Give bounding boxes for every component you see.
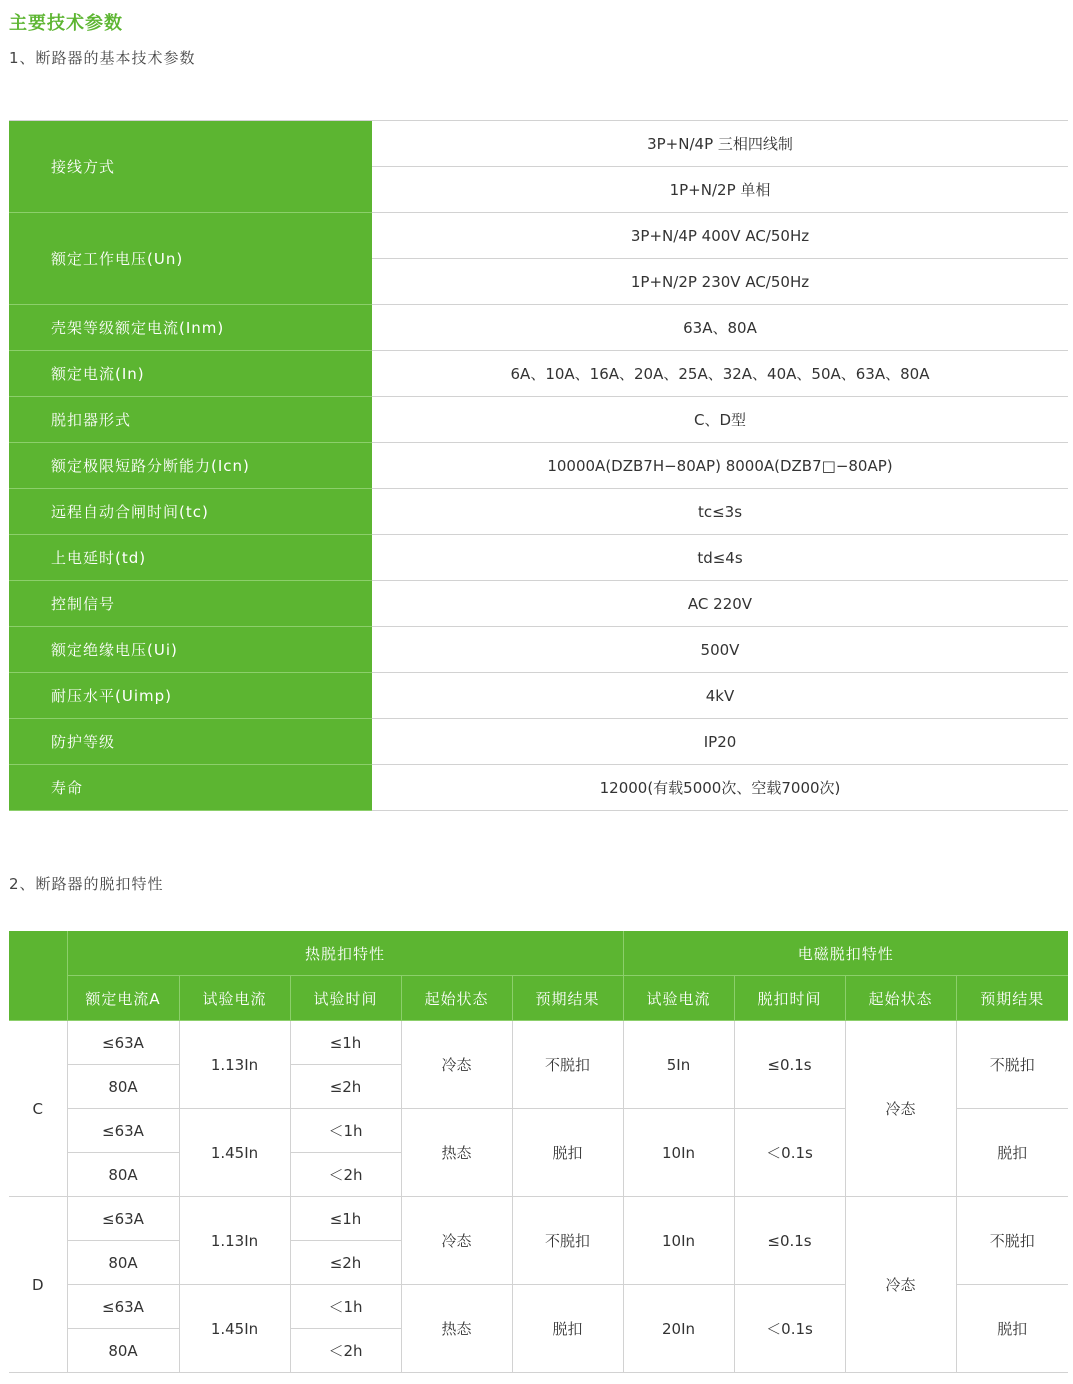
header-row [9, 931, 1068, 976]
rated-current-cell: 80A [67, 1329, 179, 1373]
magnetic-initial-state-cell: 冷态 [845, 1021, 956, 1197]
table-row [9, 443, 1068, 489]
param-value: 1P+N/2P 230V AC/50Hz [372, 259, 1068, 305]
magnetic-trip-time-cell: ≤0.1s [734, 1021, 845, 1109]
header-row [9, 976, 1068, 1021]
table-row [9, 719, 1068, 765]
table-row [9, 535, 1068, 581]
param-label: 壳架等级额定电流(Inm) [9, 305, 372, 351]
magnetic-trip-time-cell: ＜0.1s [734, 1109, 845, 1197]
magnetic-test-current-cell: 20In [623, 1285, 734, 1373]
type-header-cell [9, 931, 67, 1021]
initial-state-cell: 冷态 [401, 1021, 512, 1109]
table-row [9, 397, 1068, 443]
header-magnetic-trip-time: 脱扣时间 [734, 976, 845, 1021]
test-current-cell: 1.13In [179, 1021, 290, 1109]
initial-state-cell: 热态 [401, 1285, 512, 1373]
magnetic-group-header: 电磁脱扣特性 [623, 931, 1068, 976]
table-row [9, 1021, 1068, 1065]
table-row [9, 489, 1068, 535]
param-label: 脱扣器形式 [9, 397, 372, 443]
trip-characteristics-table [9, 931, 1068, 1373]
magnetic-initial-state-cell: 冷态 [845, 1197, 956, 1373]
test-time-cell: ≤1h [290, 1197, 401, 1241]
rated-current-cell: ≤63A [67, 1197, 179, 1241]
expected-result-cell: 不脱扣 [512, 1021, 623, 1109]
param-label: 额定绝缘电压(Ui) [9, 627, 372, 673]
param-label: 额定工作电压(Un) [9, 213, 372, 305]
param-label: 额定电流(In) [9, 351, 372, 397]
expected-result-cell: 不脱扣 [512, 1197, 623, 1285]
section2-title: 2、断路器的脱扣特性 [9, 875, 164, 893]
table-row [9, 581, 1068, 627]
magnetic-expected-result-cell: 不脱扣 [956, 1197, 1068, 1285]
rated-current-cell: ≤63A [67, 1109, 179, 1153]
magnetic-expected-result-cell: 脱扣 [956, 1285, 1068, 1373]
initial-state-cell: 热态 [401, 1109, 512, 1197]
test-time-cell: ＜2h [290, 1153, 401, 1197]
param-value: 3P+N/4P 400V AC/50Hz [372, 213, 1068, 259]
table-row [9, 1197, 1068, 1241]
param-value: C、D型 [372, 397, 1068, 443]
param-label: 防护等级 [9, 719, 372, 765]
header-initial-state: 起始状态 [401, 976, 512, 1021]
param-label: 耐压水平(Uimp) [9, 673, 372, 719]
magnetic-trip-time-cell: ＜0.1s [734, 1285, 845, 1373]
param-value: 500V [372, 627, 1068, 673]
test-time-cell: ＜1h [290, 1109, 401, 1153]
header-magnetic-initial-state: 起始状态 [845, 976, 956, 1021]
param-value: tc≤3s [372, 489, 1068, 535]
rated-current-cell: 80A [67, 1153, 179, 1197]
test-time-cell: ≤1h [290, 1021, 401, 1065]
test-time-cell: ＜1h [290, 1285, 401, 1329]
table-row [9, 305, 1068, 351]
expected-result-cell: 脱扣 [512, 1109, 623, 1197]
rated-current-cell: 80A [67, 1241, 179, 1285]
param-value: AC 220V [372, 581, 1068, 627]
header-test-time: 试验时间 [290, 976, 401, 1021]
magnetic-expected-result-cell: 脱扣 [956, 1109, 1068, 1197]
thermal-group-header: 热脱扣特性 [67, 931, 623, 976]
header-magnetic-expected-result: 预期结果 [956, 976, 1068, 1021]
param-label: 远程自动合闸时间(tc) [9, 489, 372, 535]
test-time-cell: ≤2h [290, 1241, 401, 1285]
section1-title: 1、断路器的基本技术参数 [9, 49, 196, 67]
rated-current-cell: 80A [67, 1065, 179, 1109]
param-value: 4kV [372, 673, 1068, 719]
table-row [9, 351, 1068, 397]
trip-type-cell: C [9, 1021, 67, 1197]
magnetic-expected-result-cell: 不脱扣 [956, 1021, 1068, 1109]
header-test-current: 试验电流 [179, 976, 290, 1021]
header-expected-result: 预期结果 [512, 976, 623, 1021]
page-heading: 主要技术参数 [9, 13, 123, 34]
header-rated-current: 额定电流A [67, 976, 179, 1021]
trip-type-cell: D [9, 1197, 67, 1373]
table-row [9, 627, 1068, 673]
param-value: IP20 [372, 719, 1068, 765]
magnetic-test-current-cell: 5In [623, 1021, 734, 1109]
table-row [9, 765, 1068, 811]
param-value: td≤4s [372, 535, 1068, 581]
test-current-cell: 1.45In [179, 1109, 290, 1197]
param-label: 接线方式 [9, 121, 372, 213]
test-time-cell: ≤2h [290, 1065, 401, 1109]
table-row [9, 673, 1068, 719]
rated-current-cell: ≤63A [67, 1021, 179, 1065]
table-row [9, 121, 1068, 167]
param-label: 寿命 [9, 765, 372, 811]
table-row [9, 213, 1068, 259]
test-current-cell: 1.45In [179, 1285, 290, 1373]
param-value: 3P+N/4P 三相四线制 [372, 121, 1068, 167]
expected-result-cell: 脱扣 [512, 1285, 623, 1373]
param-label: 额定极限短路分断能力(Icn) [9, 443, 372, 489]
magnetic-test-current-cell: 10In [623, 1109, 734, 1197]
param-value: 6A、10A、16A、20A、25A、32A、40A、50A、63A、80A [372, 351, 1068, 397]
param-value: 10000A(DZB7H−80AP) 8000A(DZB7□−80AP) [372, 443, 1068, 489]
param-label: 控制信号 [9, 581, 372, 627]
rated-current-cell: ≤63A [67, 1285, 179, 1329]
test-time-cell: ＜2h [290, 1329, 401, 1373]
test-current-cell: 1.13In [179, 1197, 290, 1285]
param-value: 12000(有载5000次、空载7000次) [372, 765, 1068, 811]
header-magnetic-test-current: 试验电流 [623, 976, 734, 1021]
magnetic-test-current-cell: 10In [623, 1197, 734, 1285]
magnetic-trip-time-cell: ≤0.1s [734, 1197, 845, 1285]
basic-params-table [9, 120, 1068, 811]
param-label: 上电延时(td) [9, 535, 372, 581]
param-value: 63A、80A [372, 305, 1068, 351]
initial-state-cell: 冷态 [401, 1197, 512, 1285]
param-value: 1P+N/2P 单相 [372, 167, 1068, 213]
